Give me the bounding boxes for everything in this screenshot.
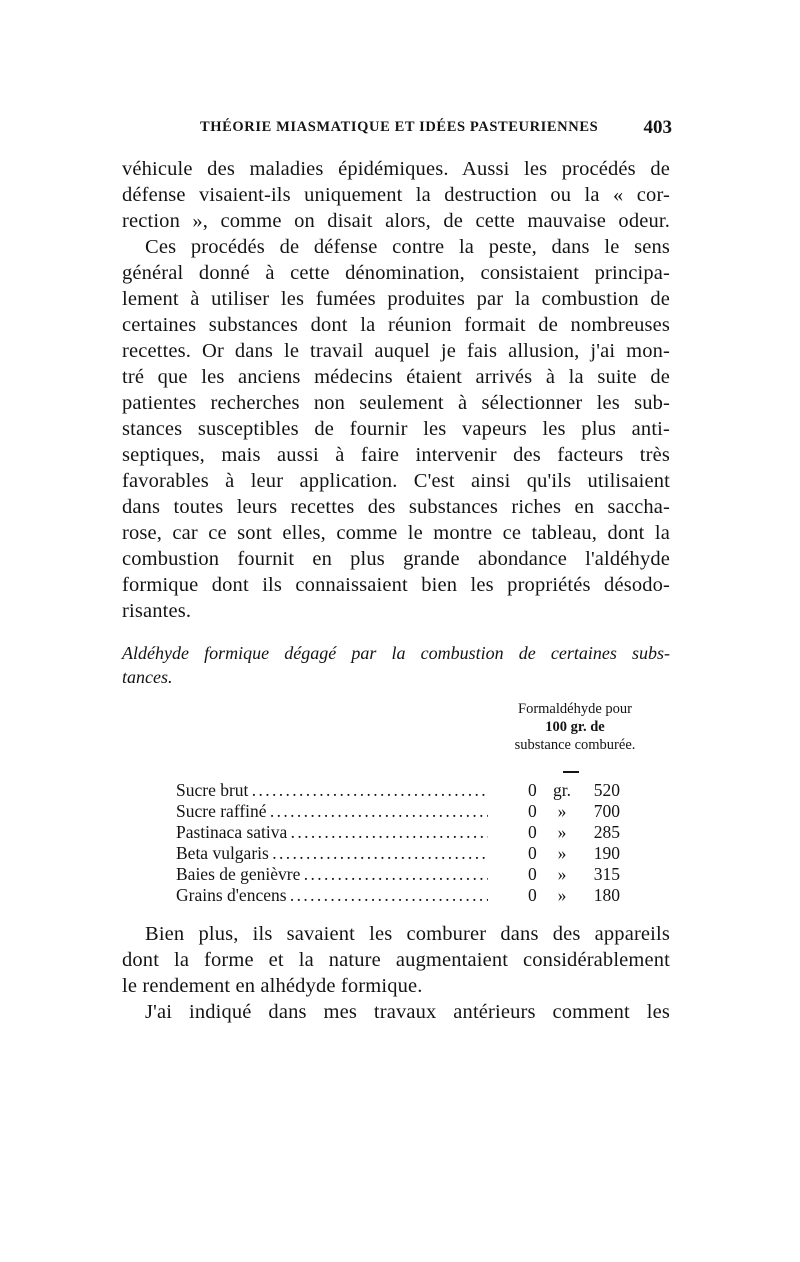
substance-table bbox=[176, 780, 656, 906]
text-line: rection », comme on disait alors, de cette mauvaise odeur. bbox=[122, 210, 670, 232]
table-row bbox=[176, 780, 656, 801]
text-line: le rendement en alhédyde formique. bbox=[122, 975, 423, 997]
substance-name: Sucre brut . . . bbox=[176, 780, 488, 801]
text-line: favorables à leur application. C'est ainsi qu'ils utilisaient bbox=[122, 470, 670, 492]
table-row bbox=[176, 801, 656, 822]
substance-name: Beta vulgaris . . . bbox=[176, 843, 488, 864]
table-row bbox=[176, 822, 656, 843]
value-number: 700 bbox=[593, 801, 620, 821]
running-header bbox=[122, 117, 672, 143]
value-number: 180 bbox=[593, 885, 620, 905]
column-header-line: substance comburée. bbox=[514, 737, 636, 753]
text-line: défense visaient-ils uniquement la destruction ou la « cor- bbox=[122, 184, 670, 206]
text-line: stances susceptibles de fournir les vapeurs les plus anti- bbox=[122, 418, 670, 440]
value-number: 520 bbox=[593, 780, 620, 800]
table-caption: tances. bbox=[122, 667, 173, 687]
value-zero: 0 bbox=[528, 885, 537, 905]
text-line: J'ai indiqué dans mes travaux antérieurs comment les bbox=[145, 1001, 670, 1023]
value-unit: » bbox=[557, 822, 567, 842]
page-number: 403 bbox=[643, 117, 672, 138]
text-line: certaines substances dont la réunion formait de nombreuses bbox=[122, 314, 670, 336]
text-line: Ces procédés de défense contre la peste, dans le sens bbox=[145, 236, 670, 258]
text-line: rose, car ce sont elles, comme le montre ce tableau, dont la bbox=[122, 522, 670, 544]
column-header bbox=[470, 700, 680, 754]
text-line: septiques, mais aussi à faire intervenir des facteurs très bbox=[122, 444, 670, 466]
table-row bbox=[176, 864, 656, 885]
text-line: Bien plus, ils savaient les comburer dans des appareils bbox=[145, 923, 670, 945]
text-line: formique dont ils connaissaient bien les propriétés désodo- bbox=[122, 574, 670, 596]
substance-name: Sucre raffiné . . . bbox=[176, 801, 488, 822]
text-line: tré que les anciens médecins étaient arrivés à la suite de bbox=[122, 366, 670, 388]
text-line: recettes. Or dans le travail auquel je fais allusion, j'ai mon- bbox=[122, 340, 670, 362]
column-rule bbox=[563, 771, 579, 773]
table-row bbox=[176, 885, 656, 906]
text-line: dont la forme et la nature augmentaient considérablement bbox=[122, 949, 670, 971]
column-header-line: Formaldéhyde pour bbox=[518, 701, 632, 717]
value-unit: » bbox=[557, 801, 567, 821]
text-line: véhicule des maladies épidémiques. Aussi les procédés de bbox=[122, 158, 670, 180]
text-line: combustion fournit en plus grande abondance l'aldéhyde bbox=[122, 548, 670, 570]
substance-name: Pastinaca sativa . . . bbox=[176, 822, 488, 843]
text-line: lement à utiliser les fumées produites par la combustion de bbox=[122, 288, 670, 310]
value-number: 315 bbox=[593, 864, 620, 884]
value-unit: gr. bbox=[553, 780, 571, 800]
value-zero: 0 bbox=[528, 801, 537, 821]
column-header-line: 100 gr. de bbox=[545, 719, 605, 735]
text-line: général donné à cette dénomination, consistaient principa- bbox=[122, 262, 670, 284]
value-unit: » bbox=[557, 864, 567, 884]
value-number: 190 bbox=[593, 843, 620, 863]
value-zero: 0 bbox=[528, 864, 537, 884]
running-title: THÉORIE MIASMATIQUE ET IDÉES PASTEURIENNES bbox=[200, 119, 599, 135]
table-row bbox=[176, 843, 656, 864]
text-line: patientes recherches non seulement à sélectionner les sub- bbox=[122, 392, 670, 414]
table-caption: Aldéhyde formique dégagé par la combustion de certaines subs- bbox=[122, 643, 670, 663]
value-unit: » bbox=[557, 843, 567, 863]
value-zero: 0 bbox=[528, 822, 537, 842]
value-zero: 0 bbox=[528, 843, 537, 863]
substance-name: Baies de genièvre . . . bbox=[176, 864, 488, 885]
text-line: risantes. bbox=[122, 600, 192, 622]
substance-name: Grains d'encens . . . bbox=[176, 885, 488, 906]
value-zero: 0 bbox=[528, 780, 537, 800]
value-number: 285 bbox=[593, 822, 620, 842]
value-unit: » bbox=[557, 885, 567, 905]
text-line: dans toutes leurs recettes des substances riches en saccha- bbox=[122, 496, 670, 518]
